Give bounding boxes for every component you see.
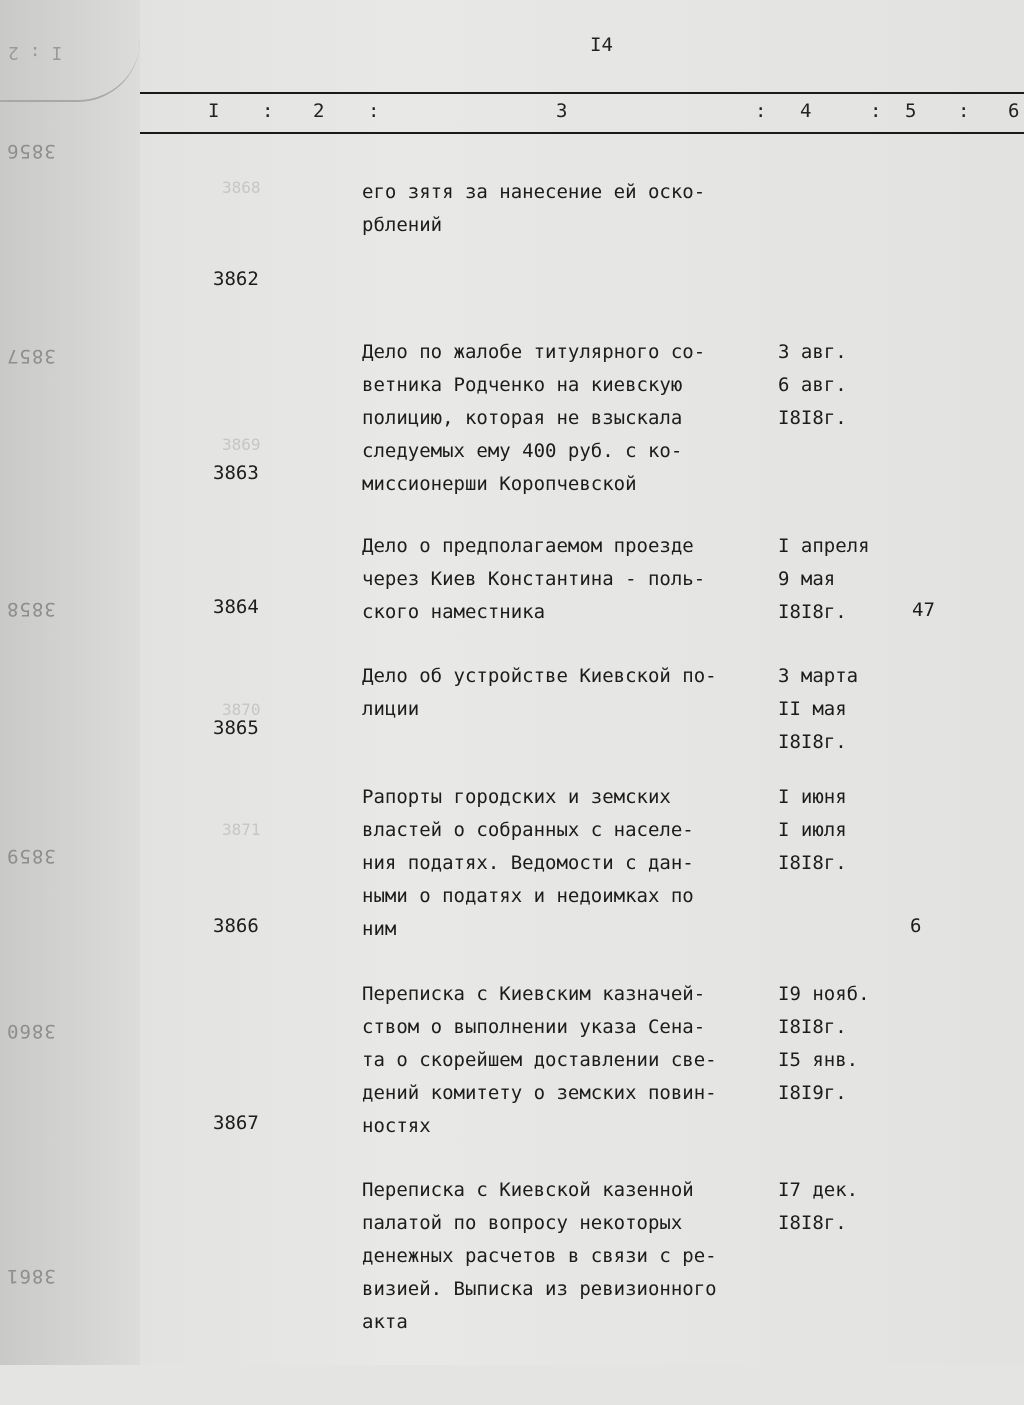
bleed-through: 3869 (222, 435, 261, 454)
entry-number: 3864 (213, 596, 259, 618)
column-separator: : (262, 100, 274, 122)
margin-number: 3860 (6, 1020, 56, 1042)
page-number: I4 (590, 34, 613, 56)
column-header: 6 (1008, 100, 1020, 122)
previous-page-gutter (0, 0, 140, 1365)
continuation-text: его зятя за нанесение ей оско- рблений (362, 181, 706, 236)
margin-number: 3858 (6, 598, 56, 620)
entry-sheets: 47 (912, 599, 935, 621)
entry-description: Дело об устройстве Киевской по- лиции (362, 665, 717, 720)
gutter-header: I : 2 (8, 42, 63, 63)
column-header: I (208, 100, 220, 122)
bleed-through: 3868 (222, 178, 261, 197)
entry-sheets: 6 (910, 915, 922, 937)
bleed-through: 3871 (222, 820, 261, 839)
entry-description: Дело о предполагаемом проезде через Киев Константина - поль- ского наместника (362, 535, 706, 623)
table-header-top-rule (140, 92, 1024, 94)
entry-number: 3867 (213, 1112, 259, 1134)
entry-description: Переписка с Киевской казенной палатой по вопросу некоторых денежных расчетов в связи с ре- визией. Выписка из ревизионного акта (362, 1179, 717, 1333)
entry-description: Переписка с Киевским казначей- ством о выполнении указа Сена- та о скорейшем доставлении све- дений комитету о земских повин- ностях (362, 983, 717, 1137)
bleed-through: 3870 (222, 700, 261, 719)
entry-dates: I7 дек. I8I8г. (778, 1179, 859, 1234)
entry-number: 3866 (213, 915, 259, 937)
column-separator: : (755, 100, 767, 122)
column-header: 3 (556, 100, 568, 122)
entry-number: 3862 (213, 268, 259, 290)
entry-description: Рапорты городских и земских властей о собранных с населе- ния податях. Ведомости с дан- ными о податях и недоимках по ним (362, 786, 694, 940)
table-header-bottom-rule (140, 132, 1024, 134)
column-header: 4 (800, 100, 812, 122)
entry-number: 3865 (213, 717, 259, 739)
entry-dates: I9 нояб. I8I8г. I5 янв. I8I9г. (778, 983, 870, 1104)
margin-number: 3856 (6, 140, 56, 162)
column-separator: : (870, 100, 882, 122)
column-separator: : (368, 100, 380, 122)
column-header: 5 (905, 100, 917, 122)
column-header: 2 (313, 100, 325, 122)
entry-dates: I июня I июля I8I8г. (778, 786, 847, 874)
margin-number: 3857 (6, 345, 56, 367)
column-separator: : (958, 100, 970, 122)
entry-number: 3863 (213, 462, 259, 484)
margin-number: 3861 (6, 1265, 56, 1287)
margin-number: 3859 (6, 845, 56, 867)
entry-dates: 3 марта II мая I8I8г. (778, 665, 859, 753)
entry-dates: I апреля 9 мая I8I8г. (778, 535, 870, 623)
entry-dates: 3 авг. 6 авг. I8I8г. (778, 341, 847, 429)
entry-description: Дело по жалобе титулярного со- ветника Родченко на киевскую полицию, которая не взыскала следуемых ему 400 руб. с ко- миссионерши Коропчевской (362, 341, 706, 495)
